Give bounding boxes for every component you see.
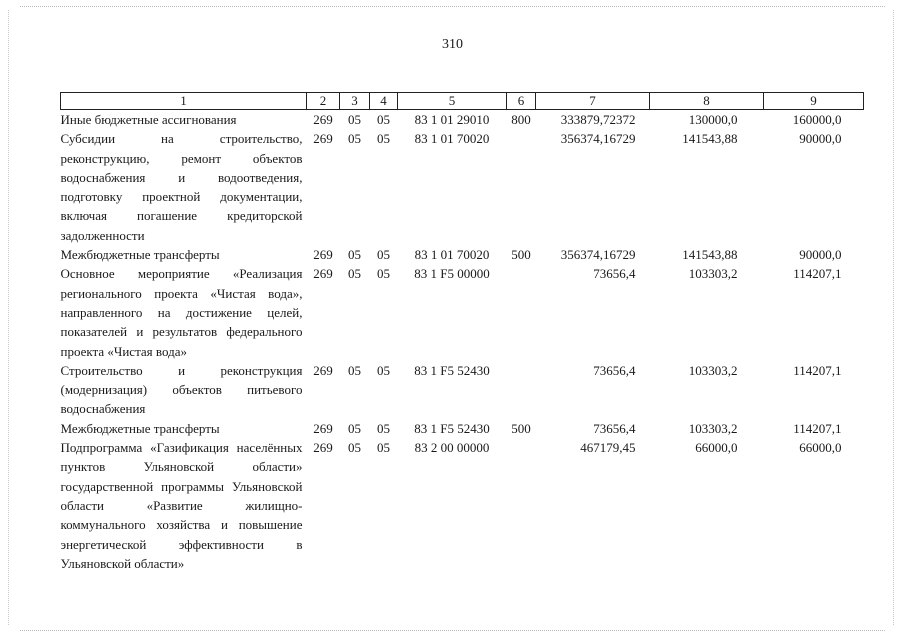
page-number: 310	[442, 37, 463, 52]
row-amount-col7: 356374,16729	[560, 131, 636, 147]
table-row	[61, 110, 864, 130]
row-name: Строительство и реконструкция (модернизация) объектов питьевого водоснабжения	[60, 362, 303, 417]
row-ministry-code: 269	[313, 420, 333, 436]
header-col-8: 8	[650, 93, 764, 110]
header-col-4: 4	[370, 93, 398, 110]
row-target-code: 83 1 01 29010	[414, 112, 490, 127]
row-amount-col8: 141543,88	[682, 131, 738, 147]
row-section-code: 05	[348, 440, 361, 456]
header-col-7: 7	[536, 93, 650, 110]
row-amount-col9: 114207,1	[793, 362, 842, 378]
row-amount-col9: 160000,0	[792, 112, 842, 127]
row-expense-type	[507, 129, 536, 245]
row-target-code: 83 1 F5 52430	[414, 362, 490, 378]
row-ministry-code: 269	[313, 266, 333, 282]
row-target-code: 83 2 00 00000	[414, 440, 490, 456]
row-amount-col9: 114207,1	[793, 420, 842, 436]
row-amount-col9: 66000,0	[799, 440, 842, 456]
row-name: Основное мероприятие «Реализация регионального проекта «Чистая вода», направленного на достижение целей, показателей и результатов федерального проекта «Чистая вода»	[60, 266, 303, 359]
row-target-code: 83 1 F5 52430	[414, 420, 490, 436]
row-amount-col9: 114207,1	[793, 266, 842, 282]
row-section-code: 05	[348, 420, 361, 436]
row-expense-type: 500	[511, 247, 531, 263]
row-amount-col8: 103303,2	[688, 266, 738, 282]
row-amount-col9: 90000,0	[799, 131, 842, 147]
row-amount-col7: 73656,4	[593, 420, 636, 436]
row-ministry-code: 269	[313, 247, 333, 263]
row-subsection-code: 05	[377, 112, 390, 127]
scan-edge-right	[893, 10, 895, 625]
row-amount-col8: 103303,2	[688, 362, 738, 378]
row-expense-type	[507, 438, 536, 573]
scan-edge-bottom	[20, 630, 885, 632]
table-row	[61, 438, 864, 573]
header-col-2: 2	[307, 93, 340, 110]
row-target-code: 83 1 01 70020	[414, 131, 490, 147]
row-section-code: 05	[348, 362, 361, 378]
row-ministry-code: 269	[313, 131, 333, 147]
table-row	[61, 264, 864, 360]
budget-table	[60, 92, 864, 573]
table-row	[61, 245, 864, 264]
row-amount-col7: 333879,72372	[560, 112, 636, 127]
table-row	[61, 129, 864, 245]
row-name: Субсидии на строительство, реконструкцию, ремонт объектов водоснабжения и водоотведения, подготовку проектной документации, включая погашение кредиторской задолженности	[60, 131, 303, 243]
header-col-1: 1	[61, 93, 307, 110]
row-amount-col8: 141543,88	[682, 247, 738, 263]
row-amount-col7: 73656,4	[593, 266, 636, 282]
row-name: Межбюджетные трансферты	[60, 247, 220, 263]
row-amount-col7: 356374,16729	[560, 247, 636, 263]
row-expense-type	[507, 361, 536, 419]
row-name: Подпрограмма «Газификация населённых пунктов Ульяновской области» государственной программы Ульяновской области «Развитие жилищно-коммунального хозяйства и повышение энергетической эффективности в Ульяновской области»	[60, 440, 303, 571]
header-col-9: 9	[764, 93, 864, 110]
row-subsection-code: 05	[377, 266, 390, 282]
row-expense-type: 500	[511, 420, 531, 436]
row-expense-type: 800	[511, 112, 531, 127]
table-row	[61, 419, 864, 438]
header-col-6: 6	[507, 93, 536, 110]
scan-edge-left	[8, 10, 10, 625]
header-col-3: 3	[340, 93, 370, 110]
row-target-code: 83 1 F5 00000	[414, 266, 490, 282]
scan-edge-top	[20, 6, 885, 8]
header-col-5: 5	[398, 93, 507, 110]
table-row	[61, 361, 864, 419]
row-section-code: 05	[348, 266, 361, 282]
row-name: Межбюджетные трансферты	[60, 420, 220, 436]
row-target-code: 83 1 01 70020	[414, 247, 490, 263]
row-ministry-code: 269	[313, 362, 333, 378]
row-amount-col7: 467179,45	[580, 440, 636, 456]
row-amount-col9: 90000,0	[799, 247, 842, 263]
row-subsection-code: 05	[377, 440, 390, 456]
table-header-row	[61, 93, 864, 110]
row-amount-col7: 73656,4	[593, 362, 636, 378]
row-amount-col8: 130000,0	[688, 112, 738, 127]
row-section-code: 05	[348, 112, 361, 127]
row-subsection-code: 05	[377, 247, 390, 263]
row-amount-col8: 103303,2	[688, 420, 738, 436]
row-section-code: 05	[348, 247, 361, 263]
row-name: Иные бюджетные ассигнования	[60, 112, 237, 127]
row-ministry-code: 269	[313, 440, 333, 456]
row-ministry-code: 269	[313, 112, 333, 127]
row-section-code: 05	[348, 131, 361, 147]
row-subsection-code: 05	[377, 420, 390, 436]
row-subsection-code: 05	[377, 362, 390, 378]
row-subsection-code: 05	[377, 131, 390, 147]
row-expense-type	[507, 264, 536, 360]
row-amount-col8: 66000,0	[695, 440, 738, 456]
